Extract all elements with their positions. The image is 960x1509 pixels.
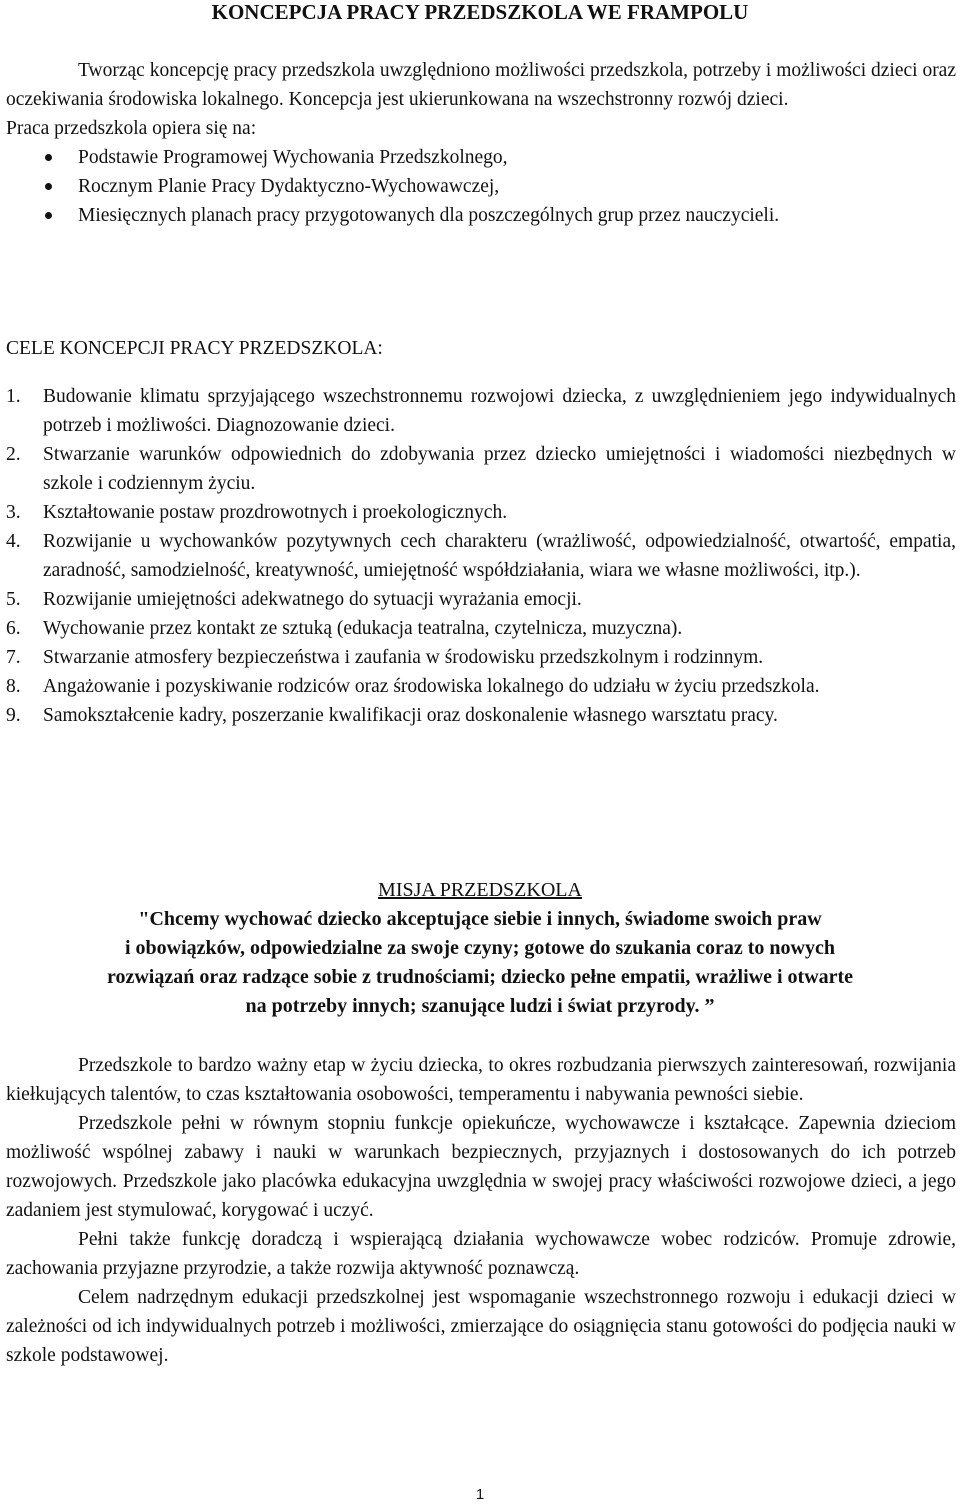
list-item: Rocznym Planie Pracy Dydaktyczno-Wychowawczej, — [6, 172, 956, 201]
list-item — [6, 440, 956, 498]
body-paragraph: Przedszkole to bardzo ważny etap w życiu dziecka, to okres rozbudzania pierwszych zainteresowań, rozwijania kiełkujących talentów, to czas kształtowania osobowości, temperamentu i nabywania pewności siebie. — [6, 1055, 956, 1105]
body-section — [6, 1051, 956, 1370]
item-text: Rozwijanie umiejętności adekwatnego do sytuacji wyrażania emocji. — [43, 589, 582, 610]
item-number: 1. — [6, 386, 21, 407]
item-number: 5. — [6, 589, 21, 610]
basis-label: Praca przedszkola opiera się na: — [6, 118, 257, 139]
list-item — [6, 643, 956, 672]
list-item — [6, 672, 956, 701]
body-paragraph: Pełni także funkcję doradczą i wspierającą działania wychowawcze wobec rodziców. Promuje zdrowie, zachowania przyjazne przyrodzie, a także rozwija aktywność poznawczą. — [6, 1229, 956, 1279]
list-item — [6, 527, 956, 585]
item-number: 3. — [6, 502, 21, 523]
item-text: Stwarzanie atmosfery bezpieczeństwa i zaufania w środowisku przedszkolnym i rodzinnym. — [43, 647, 764, 668]
mission-heading: MISJA PRZEDSZKOLA — [378, 879, 582, 901]
item-text: Samokształcenie kadry, poszerzanie kwalifikacji oraz doskonalenie własnego warsztatu pracy. — [43, 705, 778, 726]
list-item — [6, 382, 956, 440]
list-item: Miesięcznych planach pracy przygotowanych dla poszczególnych grup przez nauczycieli. — [6, 201, 956, 230]
page-number: 1 — [475, 1486, 485, 1503]
list-item — [6, 498, 956, 527]
document-title: KONCEPCJA PRACY PRZEDSZKOLA WE FRAMPOLU — [211, 0, 749, 24]
intro-paragraph: Tworząc koncepcję pracy przedszkola uwzględniono możliwości przedszkola, potrzeby i możliwości dzieci oraz oczekiwania środowiska lokalnego. Koncepcja jest ukierunkowana na wszechstronny rozwój dzieci. — [6, 60, 956, 110]
mission-line: "Chcemy wychować dziecko akceptujące siebie i innych, świadome swoich praw — [138, 908, 822, 930]
list-item — [6, 701, 956, 730]
mission-line: rozwiązań oraz radzące sobie z trudnościami; dziecko pełne empatii, wrażliwe i otwarte — [106, 966, 854, 988]
intro-section — [6, 56, 956, 230]
list-item: Podstawie Programowej Wychowania Przedszkolnego, — [6, 143, 956, 172]
goals-heading: CELE KONCEPCJI PRACY PRZEDSZKOLA: — [6, 338, 383, 359]
item-number: 6. — [6, 618, 21, 639]
basis-list — [6, 143, 956, 230]
mission-line: na potrzeby innych; szanujące ludzi i świat przyrody. ” — [245, 995, 715, 1017]
item-text: Kształtowanie postaw prozdrowotnych i proekologicznych. — [43, 502, 508, 523]
mission-line: i obowiązków, odpowiedzialne za swoje czyny; gotowe do szukania coraz to nowych — [125, 937, 835, 959]
item-number: 2. — [6, 444, 21, 465]
item-text: Angażowanie i pozyskiwanie rodziców oraz środowiska lokalnego do udziału w życiu przedszkola. — [43, 676, 820, 697]
mission-statement — [0, 905, 960, 1021]
item-number: 4. — [6, 531, 21, 552]
item-text: Rozwijanie u wychowanków pozytywnych cech charakteru (wrażliwość, odpowiedzialność, otwartość, empatia, zaradność, samodzielność, kreatywność, umiejętność współdziałania, wiara we własne możliwości, itp.). — [43, 531, 956, 581]
list-item — [6, 614, 956, 643]
item-number: 9. — [6, 705, 21, 726]
item-number: 7. — [6, 647, 21, 668]
list-item — [6, 585, 956, 614]
item-text: Stwarzanie warunków odpowiednich do zdobywania przez dziecko umiejętności i wiadomości niezbędnych w szkole i codziennym życiu. — [43, 444, 956, 494]
goals-list — [6, 382, 956, 730]
body-paragraph: Celem nadrzędnym edukacji przedszkolnej jest wspomaganie wszechstronnego rozwoju i edukacji dzieci w zależności od ich indywidualnych potrzeb i możliwości, zmierzające do osiągnięcia stanu gotowości do podjęcia nauki w szkole podstawowej. — [6, 1287, 956, 1366]
body-paragraph: Przedszkole pełni w równym stopniu funkcje opiekuńcze, wychowawcze i kształcące. Zapewnia dzieciom możliwość wspólnej zabawy i nauki w warunkach bezpiecznych, przyjaznych i dostosowanych do ich potrzeb rozwojowych. Przedszkole jako placówka edukacyjna uwzględnia w swojej pracy właściwości rozwojowe dzieci, a jego zadaniem jest stymulować, korygować i uczyć. — [6, 1113, 956, 1221]
item-number: 8. — [6, 676, 21, 697]
item-text: Budowanie klimatu sprzyjającego wszechstronnemu rozwojowi dziecka, z uwzględnieniem jego indywidualnych potrzeb i możliwości. Diagnozowanie dzieci. — [43, 386, 956, 436]
item-text: Wychowanie przez kontakt ze sztuką (edukacja teatralna, czytelnicza, muzyczna). — [43, 618, 683, 639]
